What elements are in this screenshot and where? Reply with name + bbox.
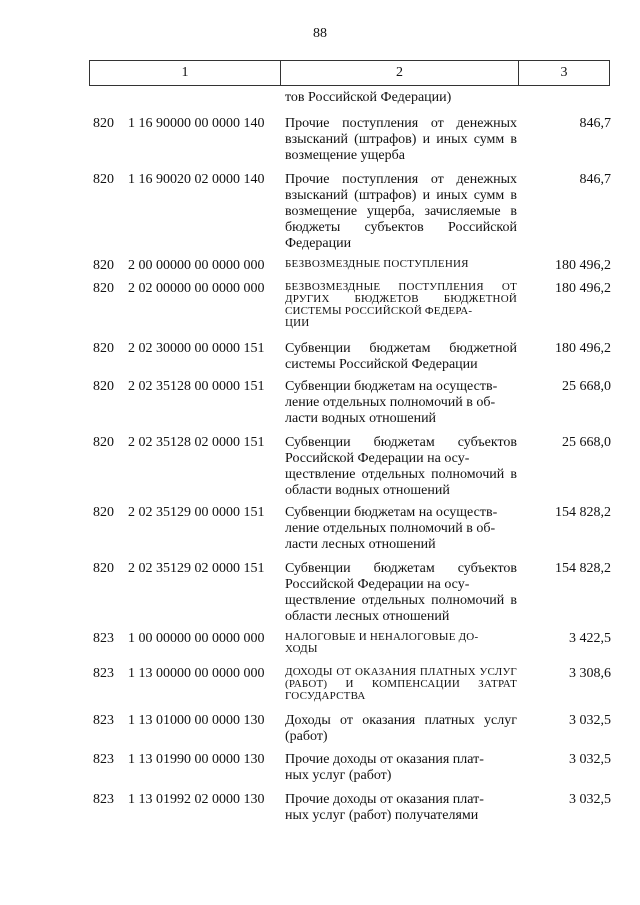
kbk-code: 2 02 35129 00 0000 151 [128, 505, 265, 520]
admin-code: 820 [93, 116, 114, 131]
revenue-name: Прочие поступления от денежных взысканий (штрафов) и иных сумм в возмещение ущерба [285, 116, 517, 163]
revenue-name: Субвенции бюджетам субъектов Российской Федерации на осу- ществление отдельных полномочий в области водных отношений [285, 435, 517, 498]
kbk-code: 2 02 00000 00 0000 000 [128, 281, 265, 296]
admin-code: 823 [93, 792, 114, 807]
revenue-name: Доходы от оказания платных услуг (работ) [285, 713, 517, 744]
admin-code: 820 [93, 561, 114, 576]
revenue-name: Субвенции бюджетам на осуществ- ление отдельных полномочий в об- ласти лесных отношений [285, 505, 498, 552]
header-col-2: 2 [281, 61, 519, 86]
revenue-name: НАЛОГОВЫЕ И НЕНАЛОГОВЫЕ ДО- ХОДЫ [285, 631, 479, 655]
table-header [89, 60, 610, 86]
admin-code: 820 [93, 341, 114, 356]
kbk-code: 1 13 01000 00 0000 130 [128, 713, 265, 728]
admin-code: 823 [93, 666, 114, 681]
revenue-name: ДОХОДЫ ОТ ОКАЗАНИЯ ПЛАТНЫХ УСЛУГ (РАБОТ) И КОМПЕНСАЦИИ ЗАТРАТ ГОСУДАРСТВА [285, 666, 517, 702]
admin-code: 820 [93, 281, 114, 296]
kbk-code: 1 16 90020 02 0000 140 [128, 172, 265, 187]
amount: 3 032,5 [569, 792, 611, 807]
admin-code: 820 [93, 172, 114, 187]
page-number: 88 [313, 26, 327, 41]
kbk-code: 1 13 00000 00 0000 000 [128, 666, 265, 681]
revenue-name: БЕЗВОЗМЕЗДНЫЕ ПОСТУПЛЕНИЯ ОТ ДРУГИХ БЮДЖЕТОВ БЮДЖЕТНОЙ СИСТЕМЫ РОССИЙСКОЙ ФЕДЕРА- ЦИИ [285, 281, 517, 329]
amount: 25 668,0 [562, 435, 611, 450]
kbk-code: 2 02 35129 02 0000 151 [128, 561, 265, 576]
admin-code: 823 [93, 713, 114, 728]
kbk-code: 1 13 01990 00 0000 130 [128, 752, 265, 767]
amount: 154 828,2 [555, 561, 611, 576]
kbk-code: 2 02 35128 00 0000 151 [128, 379, 265, 394]
kbk-code: 1 16 90000 00 0000 140 [128, 116, 265, 131]
amount: 180 496,2 [555, 258, 611, 273]
revenue-name: Субвенции бюджетам субъектов Российской Федерации на осу- ществление отдельных полномочий в области лесных отношений [285, 561, 517, 624]
header-col-1: 1 [90, 61, 281, 86]
amount: 180 496,2 [555, 341, 611, 356]
admin-code: 820 [93, 505, 114, 520]
header-col-3: 3 [519, 61, 610, 86]
admin-code: 820 [93, 379, 114, 394]
kbk-code: 1 00 00000 00 0000 000 [128, 631, 265, 646]
amount: 180 496,2 [555, 281, 611, 296]
revenue-name: Прочие доходы от оказания плат- ных услуг (работ) [285, 752, 484, 783]
admin-code: 820 [93, 258, 114, 273]
amount: 154 828,2 [555, 505, 611, 520]
amount: 846,7 [579, 172, 611, 187]
amount: 3 032,5 [569, 713, 611, 728]
kbk-code: 1 13 01992 02 0000 130 [128, 792, 265, 807]
admin-code: 823 [93, 631, 114, 646]
kbk-code: 2 00 00000 00 0000 000 [128, 258, 265, 273]
revenue-name: Прочие поступления от денежных взысканий (штрафов) и иных сумм в возмещение ущерба, зачисляемые в бюджеты субъектов Российской Федерации [285, 172, 517, 251]
revenue-name: Прочие доходы от оказания плат- ных услуг (работ) получателями [285, 792, 484, 823]
admin-code: 823 [93, 752, 114, 767]
revenue-name: БЕЗВОЗМЕЗДНЫЕ ПОСТУПЛЕНИЯ [285, 258, 469, 270]
kbk-code: 2 02 35128 02 0000 151 [128, 435, 265, 450]
amount: 3 032,5 [569, 752, 611, 767]
revenue-name: Субвенции бюджетам бюджетной системы Российской Федерации [285, 341, 517, 372]
continuation-text: тов Российской Федерации) [285, 90, 452, 105]
amount: 846,7 [579, 116, 611, 131]
revenue-name: Субвенции бюджетам на осуществ- ление отдельных полномочий в об- ласти водных отношений [285, 379, 498, 426]
admin-code: 820 [93, 435, 114, 450]
kbk-code: 2 02 30000 00 0000 151 [128, 341, 265, 356]
amount: 3 422,5 [569, 631, 611, 646]
amount: 3 308,6 [569, 666, 611, 681]
amount: 25 668,0 [562, 379, 611, 394]
